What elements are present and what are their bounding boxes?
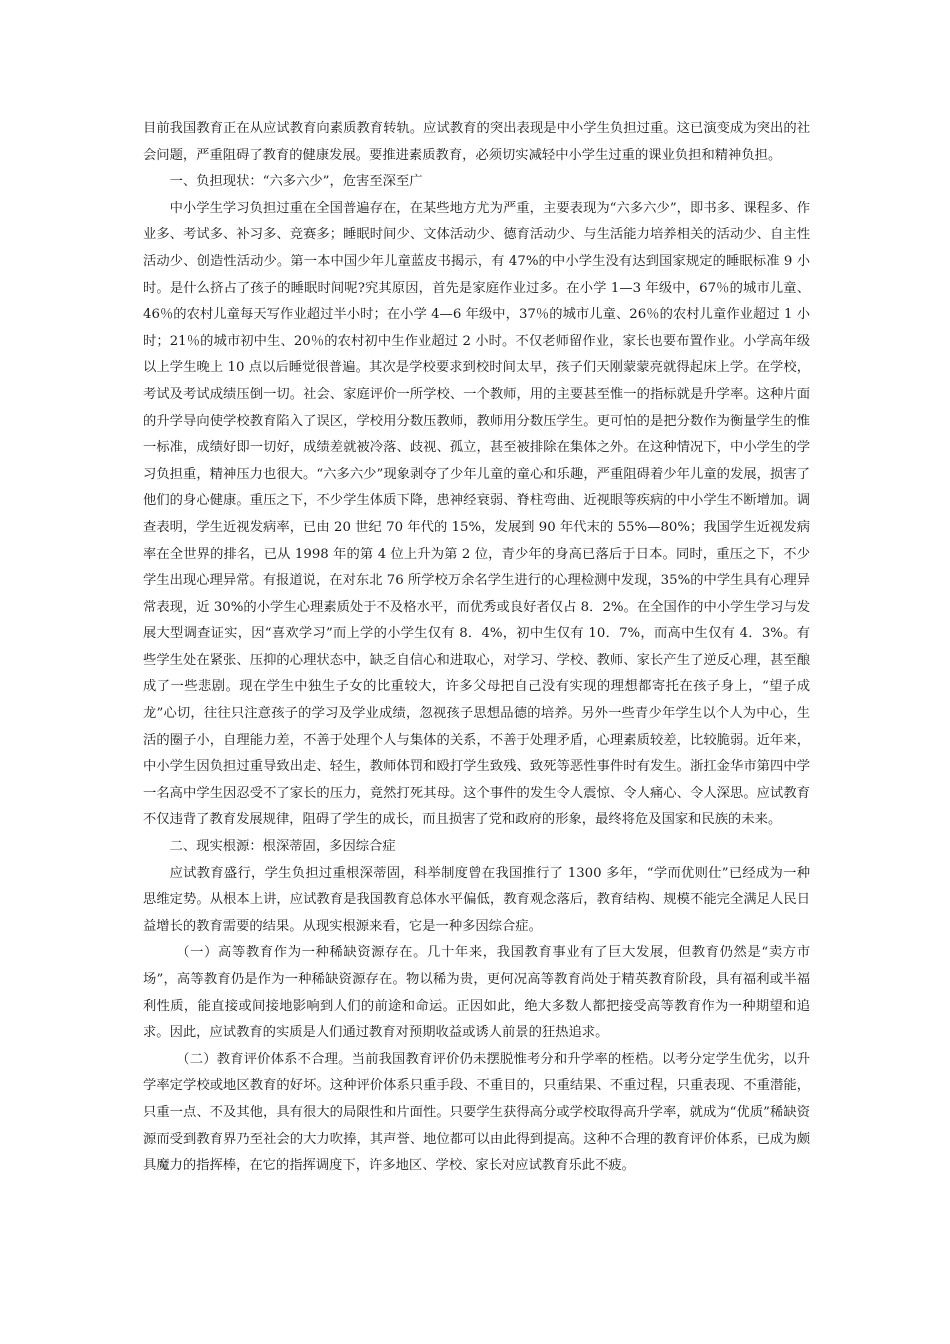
section-2-paragraph-2: （一）高等教育作为一种稀缺资源存在。几十年来，我国教育事业有了巨大发展，但教育仍然是“卖方市场”，高等教育仍是作为一种稀缺资源存在。物以稀为贵，更何况高等教育尚处于精英教育阶段，具有福利或半福利性质，能直接或间接地影响到人们的前途和命运。正因如此，绝大多数人都把接受高等教育作为一种期望和追求。因此，应试教育的实质是人们通过教育对预期收益或诱人前景的狂热追求。 — [143, 945, 810, 1041]
section-1-paragraph: 中小学生学习负担过重在全国普遍存在，在某些地方尤为严重，主要表现为“六多六少”，即书多、课程多、作业多、考试多、补习多、竞赛多；睡眠时间少、文体活动少、德育活动少、与生活能力培养相关的活动少、自主性活动少、创造性活动少。第一本中国少年儿童蓝皮书揭示，有 47%的中小学生没有达到国家规定的睡眠标准 9 小时。是什么挤占了孩子的睡眠时间呢?究其原因，首先是家庭作业过多。在小学 1—3 年级中，67％的城市儿童、46％的农村儿童每天写作业超过半小时；在小学 4—6 年级中，37％的城市儿童、26％的农村儿童作业超过 1 小时；21％的城市初中生、20％的农村初中生作业超过 2 小时。不仅老师留作业，家长也要布置作业。小学高年级以上学生晚上 10 点以后睡觉很普遍。其次是学校要求到校时间太早，孩子们天刚蒙蒙亮就得起床上学。在学校，考试及考试成绩压倒一切。社会、家庭评价一所学校、一个教师，用的主要甚至惟一的指标就是升学率。这种片面的升学导向使学校教育陷入了误区，学校用分数压教师，教师用分数压学生。更可怕的是把分数作为衡量学生的惟一标准，成绩好即一切好，成绩差就被冷落、歧视、孤立，甚至被排除在集体之外。在这种情况下，中小学生的学习负担重，精神压力也很大。“六多六少”现象剥夺了少年儿童的童心和乐趣，严重阻碍着少年儿童的发展，损害了他们的身心健康。重压之下，不少学生体质下降，患神经衰弱、脊柱弯曲、近视眼等疾病的中小学生不断增加。调查表明，学生近视发病率，已由 20 世纪 70 年代的 15%，发展到 90 年代末的 55%—80%；我国学生近视发病率在全世界的排名，已从 1998 年的第 4 位上升为第 2 位，青少年的身高已落后于日本。同时，重压之下，不少学生出现心理异常。有报道说，在对东北 76 所学校万余名学生进行的心理检测中发现，35%的中学生具有心理异常表现，近 30%的小学生心理素质处于不及格水平，而优秀或良好者仅占 8．2%。在全国作的中小学生学习与发展大型调查证实，因“喜欢学习”而上学的小学生仅有 8．4%，初中生仅有 10．7%，而高中生仅有 4．3%。有些学生处在紧张、压抑的心理状态中，缺乏自信心和进取心，对学习、学校、教师、家长产生了逆反心理，甚至酿成了一些悲剧。现在学生中独生子女的比重较大，许多父母把自己没有实现的理想都寄托在孩子身上，“望子成龙”心切，往往只注意孩子的学习及学业成绩，忽视孩子思想品德的培养。另外一些青少年学生以个人为中心，生活的圈子小，自理能力差，不善于处理个人与集体的关系，不善于处理矛盾，心理素质较差，比较脆弱。近年来，中小学生因负担过重导致出走、轻生，教师体罚和殴打学生致残、致死等恶性事件时有发生。浙扛金华市第四中学一名高中学生因忍受不了家长的压力，竟然打死其母。这个事件的发生令人震惊、令人痛心、令人深思。应试教育不仅违背了教育发展规律，阻碍了学生的成长，而且损害了党和政府的形象，最终将危及国家和民族的未来。 — [143, 200, 810, 828]
document-page — [143, 116, 810, 1180]
section-2-paragraph-1: 应试教育盛行，学生负担过重根深蒂固，科举制度曾在我国推行了 1300 多年，“学而优则仕”已经成为一种思维定势。从根本上讲，应试教育是我国教育总体水平偏低，教育观念落后，教育结构、规模不能完全满足人民日益增长的教育需要的结果。从现实根源来看，它是一种多因综合症。 — [143, 865, 810, 934]
section-2-heading: 二、现实根源：根深蒂固，多因综合症 — [169, 839, 396, 855]
section-1-heading: 一、负担现状：“六多六少”，危害至深至广 — [169, 174, 423, 190]
section-2-paragraph-3: （二）教育评价体系不合理。当前我国教育评价仍未摆脱惟考分和升学率的桎梏。以考分定学生优劣，以升学率定学校或地区教育的好坏。这种评价体系只重手段、不重目的，只重结果、不重过程，只重表现、不重潜能，只重一点、不及其他，具有很大的局限性和片面性。只要学生获得高分或学校取得高升学率，就成为“优质”稀缺资源而受到教育界乃至社会的大力吹捧，其声誉、地位都可以由此得到提高。这种不合理的教育评价体系，已成为颇具魔力的指挥棒，在它的指挥调度下，许多地区、学校、家长对应试教育乐此不疲。 — [143, 1051, 810, 1174]
intro-paragraph: 目前我国教育正在从应试教育向素质教育转轨。应试教育的突出表现是中小学生负担过重。这已演变成为突出的社会问题，严重阻碍了教育的健康发展。要推进素质教育，必须切实减轻中小学生过重的课业负担和精神负担。 — [143, 121, 810, 163]
